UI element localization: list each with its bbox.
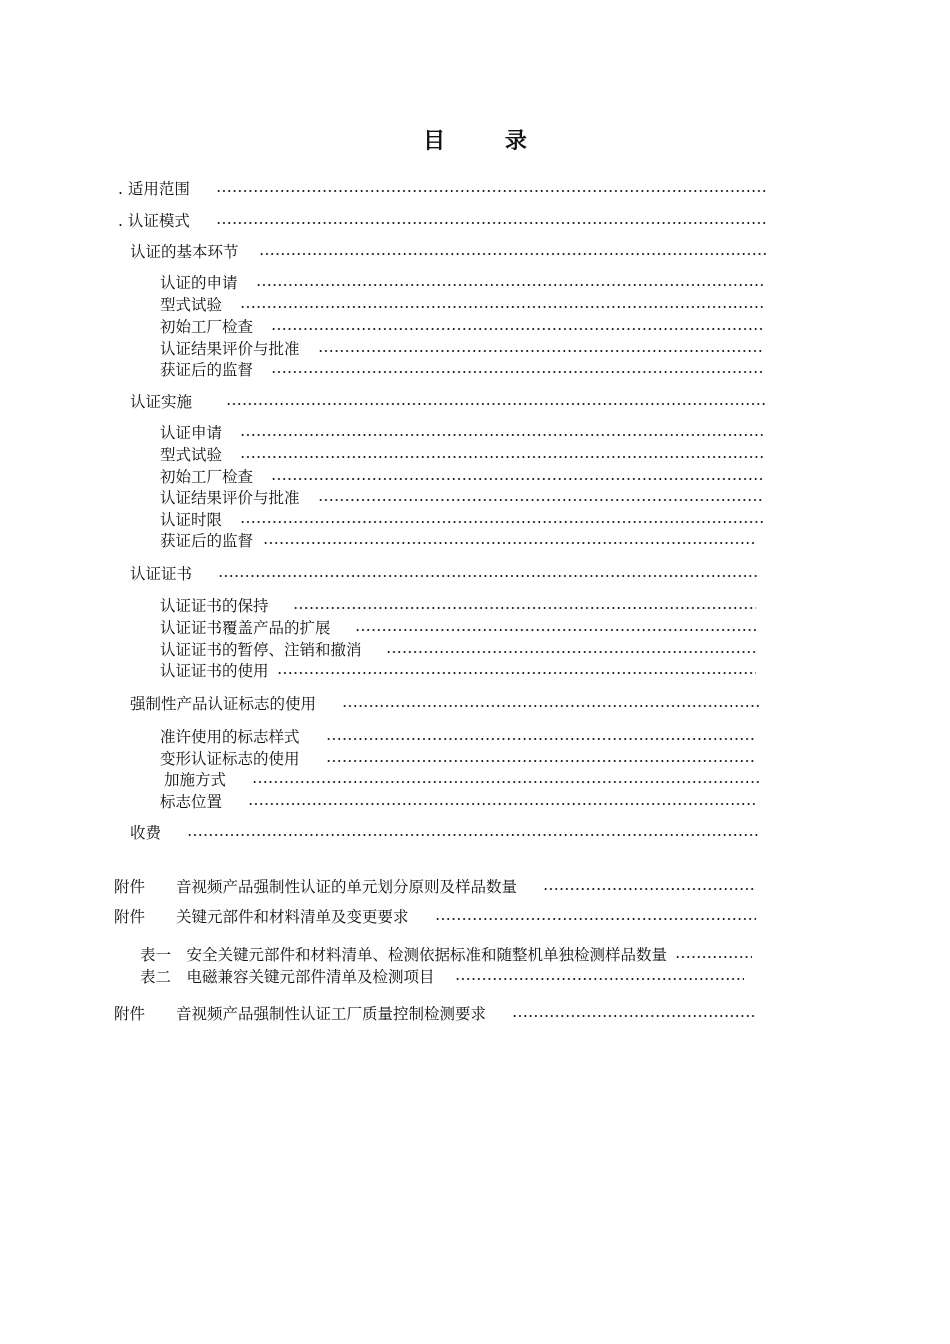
toc-entry-label: 认证申请: [160, 424, 223, 442]
toc-entry-label: 认证实施: [130, 393, 193, 411]
toc-entry[interactable]: [140, 965, 744, 987]
dot-leader: [240, 306, 764, 308]
dot-leader: [543, 888, 756, 890]
dot-leader: [512, 1015, 756, 1017]
toc-entry-label: 准许使用的标志样式: [160, 728, 300, 746]
dot-leader: [252, 781, 760, 783]
toc-entry-label: 认证的基本环节: [130, 243, 239, 261]
dot-leader: [326, 760, 756, 762]
dot-leader: [240, 521, 764, 523]
dot-leader: [293, 607, 756, 609]
dot-leader: [263, 542, 756, 544]
toc-entry-label: 型式试验: [160, 446, 223, 464]
toc-entry[interactable]: [118, 209, 768, 231]
toc-entry[interactable]: [160, 315, 764, 337]
dot-leader: [318, 350, 764, 352]
toc-entry-label: 认证结果评价与批准: [160, 340, 300, 358]
toc-entry[interactable]: [160, 486, 764, 508]
toc-entry[interactable]: [130, 821, 760, 843]
toc-entry[interactable]: [130, 240, 768, 262]
dot-leader: [259, 253, 768, 255]
toc-entry[interactable]: [160, 529, 756, 551]
dot-leader: [256, 284, 764, 286]
toc-entry-label: 认证证书的暂停、注销和撤消: [160, 641, 362, 659]
toc-entry-label: 认证时限: [160, 511, 223, 529]
dot-leader: [248, 803, 756, 805]
toc-entry[interactable]: [140, 943, 752, 965]
toc-entry[interactable]: [164, 768, 760, 790]
toc-entry-label: . 认证模式: [118, 212, 190, 230]
toc-entry-label: 认证证书: [130, 565, 193, 583]
page-title: 目 录: [423, 128, 553, 154]
toc-entry[interactable]: [160, 465, 764, 487]
toc-entry-label: 加施方式: [164, 771, 227, 789]
dot-leader: [277, 672, 756, 674]
dot-leader: [435, 918, 756, 920]
toc-entry[interactable]: [118, 177, 768, 199]
toc-entry-label: 认证证书的使用: [160, 662, 269, 680]
toc-entry[interactable]: [160, 659, 756, 681]
toc-entry-label: 附件 关键元部件和材料清单及变更要求: [114, 908, 409, 926]
toc-entry[interactable]: [114, 1002, 756, 1024]
toc-entry-label: 标志位置: [160, 793, 223, 811]
toc-entry-label: 认证证书覆盖产品的扩展: [160, 619, 331, 637]
dot-leader: [216, 190, 768, 192]
dot-leader: [271, 478, 764, 480]
toc-entry[interactable]: [160, 638, 756, 660]
toc-entry[interactable]: [114, 875, 756, 897]
toc-entry[interactable]: [160, 747, 756, 769]
dot-leader: [216, 222, 768, 224]
toc-entry-label: 附件 音视频产品强制性认证的单元划分原则及样品数量: [114, 878, 518, 896]
toc-entry[interactable]: [160, 271, 764, 293]
toc-entry[interactable]: [130, 390, 768, 412]
dot-leader: [187, 834, 760, 836]
dot-leader: [240, 434, 764, 436]
toc-entry-label: 强制性产品认证标志的使用: [130, 695, 317, 713]
toc-entry-label: 初始工厂检查: [160, 318, 254, 336]
toc-entry[interactable]: [160, 616, 756, 638]
toc-entry[interactable]: [160, 790, 756, 812]
toc-entry[interactable]: [160, 421, 764, 443]
toc-entry[interactable]: [160, 443, 764, 465]
toc-entry[interactable]: [160, 358, 764, 380]
toc-entry[interactable]: [130, 562, 760, 584]
dot-leader: [675, 956, 752, 958]
dot-leader: [386, 651, 756, 653]
toc-entry-label: 获证后的监督: [160, 532, 254, 550]
dot-leader: [271, 328, 764, 330]
dot-leader: [318, 499, 764, 501]
toc-entry-label: 型式试验: [160, 296, 223, 314]
toc-entry-label: 初始工厂检查: [160, 468, 254, 486]
toc-entry-label: 收费: [130, 824, 162, 842]
dot-leader: [455, 978, 744, 980]
toc-entry[interactable]: [160, 725, 756, 747]
toc-entry-label: 认证证书的保持: [160, 597, 269, 615]
toc-entry[interactable]: [160, 508, 764, 530]
dot-leader: [218, 575, 760, 577]
toc-entry-label: 获证后的监督: [160, 361, 254, 379]
dot-leader: [271, 371, 764, 373]
dot-leader: [226, 403, 768, 405]
toc-entry[interactable]: [160, 337, 764, 359]
toc-entry-label: 认证的申请: [160, 274, 238, 292]
dot-leader: [355, 629, 756, 631]
toc-entry[interactable]: [160, 293, 764, 315]
dot-leader: [240, 456, 764, 458]
toc-entry[interactable]: [130, 692, 760, 714]
toc-entry-label: 表二 电磁兼容关键元部件清单及检测项目: [140, 968, 435, 986]
dot-leader: [342, 705, 760, 707]
dot-leader: [326, 738, 756, 740]
toc-entry-label: 变形认证标志的使用: [160, 750, 300, 768]
toc-entry[interactable]: [114, 905, 756, 927]
toc-entry-label: 认证结果评价与批准: [160, 489, 300, 507]
toc-entry-label: 附件 音视频产品强制性认证工厂质量控制检测要求: [114, 1005, 487, 1023]
toc-entry[interactable]: [160, 594, 756, 616]
toc-entry-label: . 适用范围: [118, 180, 190, 198]
toc-entry-label: 表一 安全关键元部件和材料清单、检测依据标准和随整机单独检测样品数量: [140, 946, 668, 964]
